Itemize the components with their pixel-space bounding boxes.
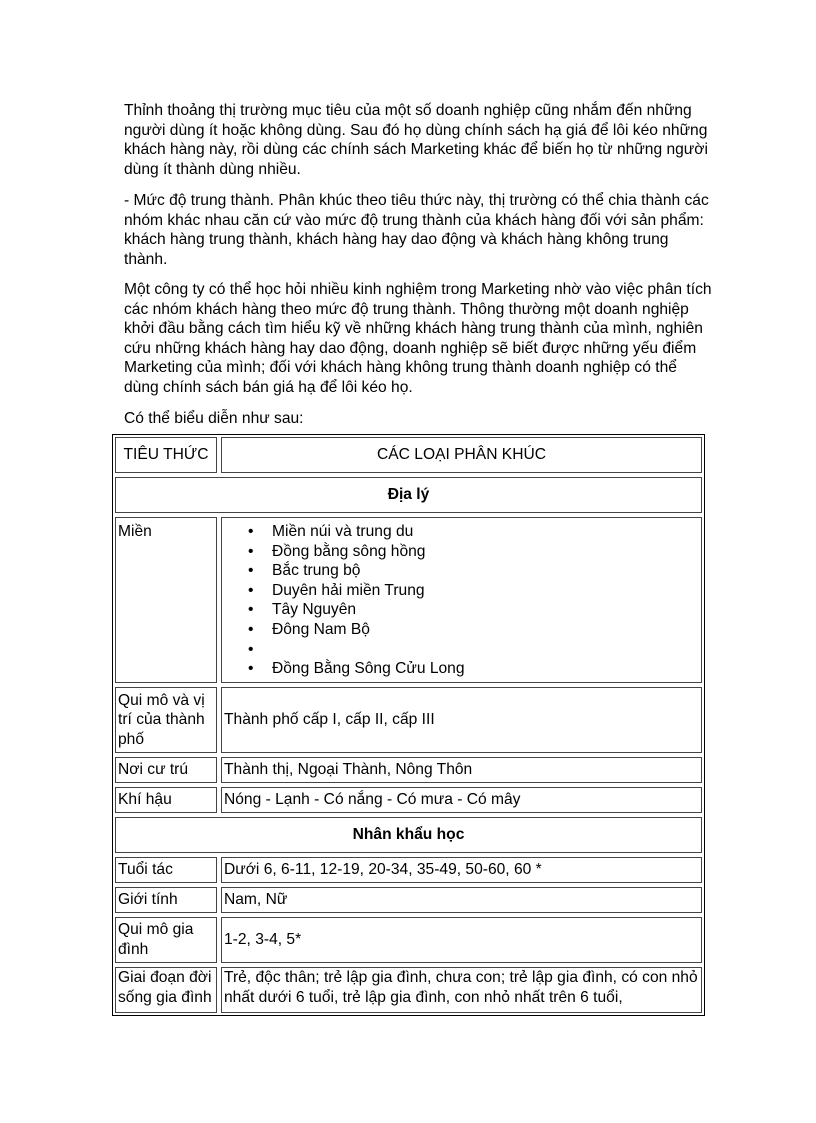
- row-value-family-size: 1-2, 3-4, 5*: [221, 917, 702, 963]
- paragraph-loyalty-analysis: Một công ty có thể học hỏi nhiều kinh nghiệm trong Marketing nhờ vào việc phân tích các nhóm khách hàng theo mức độ trung thành. Thông thường một doanh nghiệp khởi đầu bằng cách tìm hiểu kỹ về những khách hàng trung thành của mình, nghiên cứu những khách hàng hay dao động, doanh nghiệp sẽ biết được những yếu điểm Marketing của mình; đối với khách hàng không trung thành doanh nghiệp có thể dùng chính sách bán giá hạ để lôi kéo họ.: [124, 281, 712, 396]
- row-label-family-size: Qui mô gia đình: [115, 917, 217, 963]
- table-row-city-scale: [113, 685, 704, 755]
- table-header-row: [113, 435, 704, 475]
- list-item: • Tây Nguyên: [272, 600, 699, 620]
- row-label-residence: Nơi cư trú: [115, 757, 217, 783]
- row-label-gender: Giới tính: [115, 887, 217, 913]
- list-gap: [272, 640, 699, 660]
- table-row-gender: [113, 885, 704, 915]
- list-item: • Miền núi và trung du: [272, 522, 699, 542]
- table-row-family-stage: [113, 965, 704, 1015]
- table-row-age: [113, 855, 704, 885]
- row-value-family-stage: Trẻ, độc thân; trẻ lập gia đình, chưa con; trẻ lập gia đình, có con nhỏ nhất dưới 6 tuổi, trẻ lập gia đình, con nhỏ nhất trên 6 tuổi,: [221, 967, 702, 1013]
- row-value-age: Dưới 6, 6-11, 12-19, 20-34, 35-49, 50-60, 60 *: [221, 857, 702, 883]
- row-value-residence: Thành thị, Ngoại Thành, Nông Thôn: [221, 757, 702, 783]
- section-row-demographics: [113, 815, 704, 855]
- header-criteria: TIÊU THỨC: [115, 437, 217, 473]
- region-list: [224, 522, 699, 679]
- row-value-gender: Nam, Nữ: [221, 887, 702, 913]
- list-item: • Đồng bằng sông hồng: [272, 542, 699, 562]
- segmentation-table: [112, 434, 705, 1016]
- paragraph-table-intro: Có thể biểu diễn như sau:: [124, 410, 304, 427]
- table-row-residence: [113, 755, 704, 785]
- table-row-climate: [113, 785, 704, 815]
- row-label-city-scale: Qui mô và vị trí của thành phố: [115, 687, 217, 753]
- row-value-city-scale: Thành phố cấp I, cấp II, cấp III: [221, 687, 702, 753]
- section-title-demographics: Nhân khẩu học: [115, 817, 702, 853]
- row-label-climate: Khí hậu: [115, 787, 217, 813]
- row-label-age: Tuổi tác: [115, 857, 217, 883]
- table-row-region: [113, 515, 704, 685]
- paragraph-light-users: Thỉnh thoảng thị trường mục tiêu của một số doanh nghiệp cũng nhắm đến những người dùng ít hoặc không dùng. Sau đó họ dùng chính sách hạ giá để lôi kéo những khách hàng này, rồi dùng các chính sách Marketing khác để biến họ từ những người dùng ít thành dùng nhiều.: [124, 102, 708, 178]
- row-label-family-stage: Giai đoạn đời sống gia đình: [115, 967, 217, 1013]
- header-segments: CÁC LOẠI PHÂN KHÚC: [221, 437, 702, 473]
- list-item: • Bắc trung bộ: [272, 561, 699, 581]
- section-row-geography: [113, 475, 704, 515]
- list-item: • Đồng Bằng Sông Cửu Long: [272, 659, 699, 679]
- list-item: • Đông Nam Bộ: [272, 620, 699, 640]
- row-value-climate: Nóng - Lạnh - Có nắng - Có mưa - Có mây: [221, 787, 702, 813]
- row-value-region: [221, 517, 702, 683]
- paragraph-loyalty-level: - Mức độ trung thành. Phân khúc theo tiêu thức này, thị trường có thể chia thành các nhóm khác nhau căn cứ vào mức độ trung thành của khách hàng đối với sản phẩm: khách hàng trung thành, khách hàng hay dao động và khách hàng không trung thành.: [124, 192, 709, 268]
- table-row-family-size: [113, 915, 704, 965]
- row-label-region: Miền: [115, 517, 217, 683]
- list-item: • Duyên hải miền Trung: [272, 581, 699, 601]
- section-title-geography: Địa lý: [115, 477, 702, 513]
